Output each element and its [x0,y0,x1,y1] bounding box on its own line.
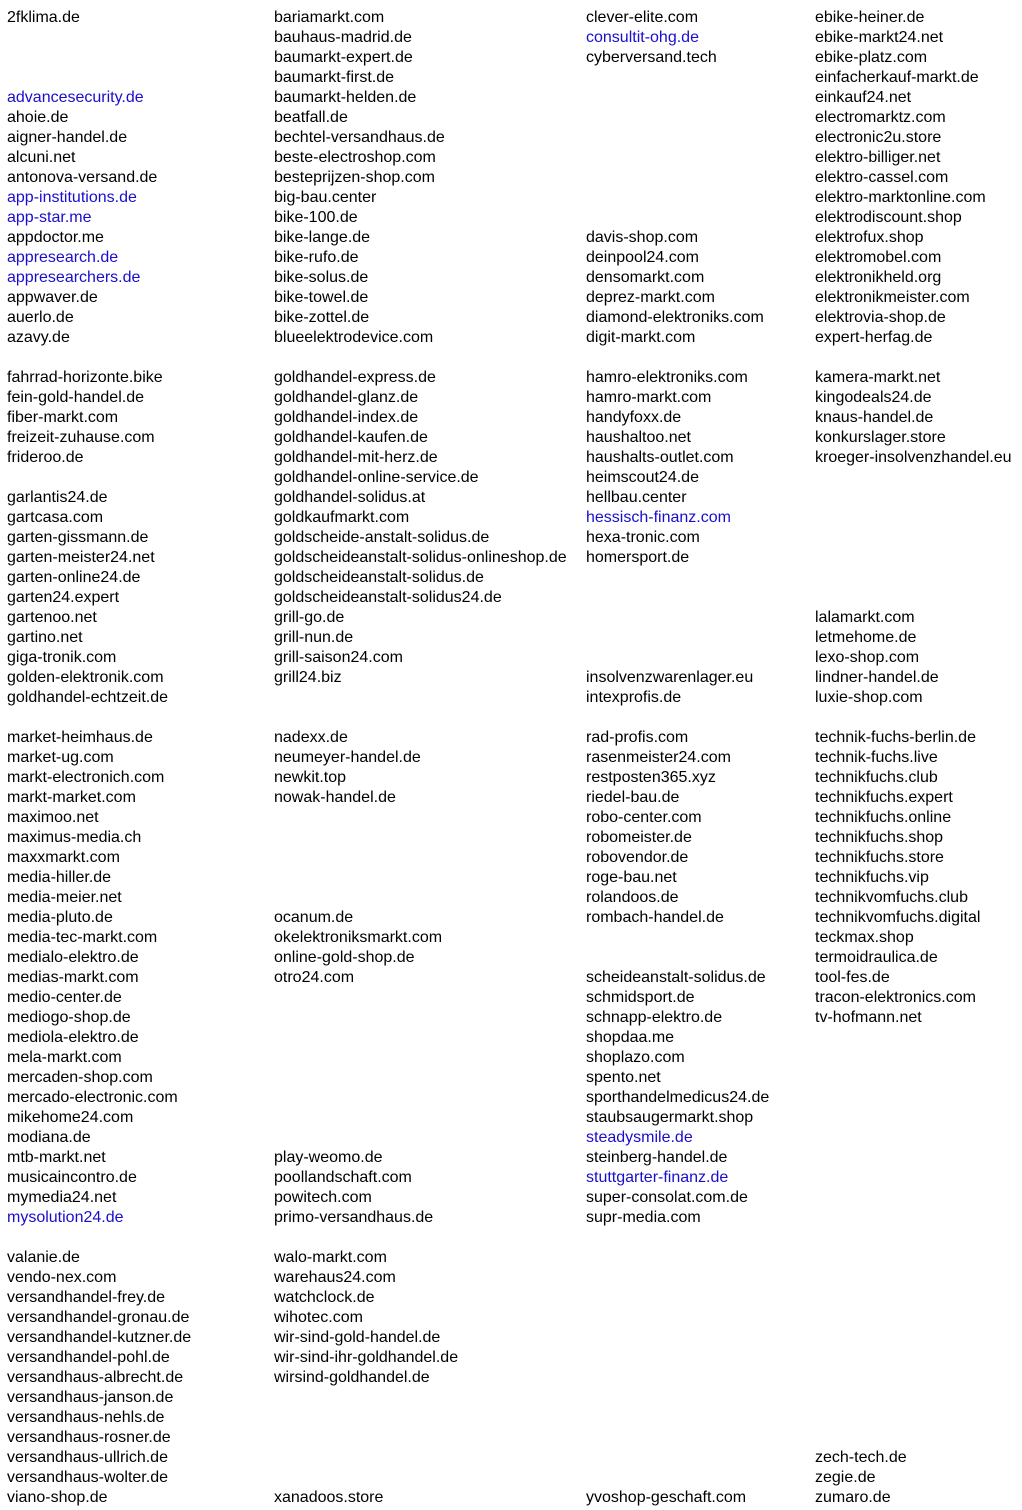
domain-entry: gartino.net [7,629,83,646]
domain-entry: medias-markt.com [7,969,139,986]
domain-entry: bechtel-versandhaus.de [274,129,445,146]
domain-entry: cyberversand.tech [586,49,717,66]
domain-entry: otro24.com [274,969,355,986]
domain-entry: powitech.com [274,1189,372,1206]
domain-entry: technikfuchs.online [815,809,952,826]
domain-entry: bike-towel.de [274,289,369,306]
domain-entry: mtb-markt.net [7,1149,106,1166]
domain-entry: xanadoos.store [274,1489,384,1506]
domain-entry: goldhandel-echtzeit.de [7,689,169,706]
domain-entry: ebike-markt24.net [815,29,944,46]
domain-entry: technik-fuchs-berlin.de [815,729,976,746]
domain-entry: play-weomo.de [274,1149,383,1166]
domain-entry: elektronikmeister.com [815,289,970,306]
domain-entry: versandhaus-albrecht.de [7,1369,184,1386]
domain-entry: staubsaugermarkt.shop [586,1109,754,1126]
domain-entry: mediola-elektro.de [7,1029,139,1046]
domain-entry: bauhaus-madrid.de [274,29,412,46]
domain-entry: roge-bau.net [586,869,677,886]
domain-entry: hellbau.center [586,489,687,506]
domain-entry: lexo-shop.com [815,649,920,666]
domain-entry: einkauf24.net [815,89,912,106]
domain-entry: fiber-markt.com [7,409,119,426]
domain-entry: nadexx.de [274,729,348,746]
domain-entry: goldkaufmarkt.com [274,509,410,526]
domain-entry: knaus-handel.de [815,409,934,426]
domain-entry: garten-online24.de [7,569,141,586]
domain-entry: shopdaa.me [586,1029,675,1046]
domain-entry: online-gold-shop.de [274,949,415,966]
domain-entry: elektro-marktonline.com [815,189,986,206]
domain-entry: tracon-elektronics.com [815,989,976,1006]
domain-entry: rad-profis.com [586,729,689,746]
domain-entry: insolvenzwarenlager.eu [586,669,754,686]
domain-entry: newkit.top [274,769,347,786]
domain-entry: bike-lange.de [274,229,371,246]
domain-link[interactable]: app-star.me [7,209,92,226]
domain-entry: goldscheide-anstalt-solidus.de [274,529,490,546]
domain-entry: kroeger-insolvenzhandel.eu [815,449,1012,466]
domain-entry: digit-markt.com [586,329,696,346]
domain-entry: nowak-handel.de [274,789,396,806]
domain-entry: aigner-handel.de [7,129,128,146]
domain-entry: elektro-billiger.net [815,149,941,166]
domain-entry: ocanum.de [274,909,354,926]
domain-entry: market-ug.com [7,749,114,766]
domain-entry: riedel-bau.de [586,789,680,806]
domain-entry: zech-tech.de [815,1449,907,1466]
domain-entry: goldscheideanstalt-solidus24.de [274,589,502,606]
domain-entry: deprez-markt.com [586,289,715,306]
domain-entry: bike-rufo.de [274,249,359,266]
domain-entry: versandhaus-wolter.de [7,1469,168,1486]
domain-entry: supr-media.com [586,1209,701,1226]
domain-entry: schnapp-elektro.de [586,1009,723,1026]
domain-entry: elektrovia-shop.de [815,309,946,326]
domain-entry: diamond-elektroniks.com [586,309,764,326]
domain-entry: appdoctor.me [7,229,104,246]
domain-entry: hamro-elektroniks.com [586,369,748,386]
domain-entry: super-consolat.com.de [586,1189,748,1206]
domain-entry: konkurslager.store [815,429,946,446]
domain-entry: media-meier.net [7,889,122,906]
domain-entry: mikehome24.com [7,1109,134,1126]
domain-link[interactable]: advancesecurity.de [7,89,144,106]
domain-entry: ahoie.de [7,109,69,126]
domain-entry: besteprijzen-shop.com [274,169,435,186]
domain-entry: technikfuchs.club [815,769,938,786]
domain-entry: rombach-handel.de [586,909,724,926]
domain-entry: grill-go.de [274,609,345,626]
domain-entry: mymedia24.net [7,1189,117,1206]
domain-entry: watchclock.de [274,1289,375,1306]
domain-entry: versandhandel-kutzner.de [7,1329,192,1346]
domain-entry: technikvomfuchs.club [815,889,968,906]
domain-entry: ebike-platz.com [815,49,928,66]
domain-entry: robo-center.com [586,809,702,826]
domain-entry: robovendor.de [586,849,689,866]
domain-entry: haushalts-outlet.com [586,449,734,466]
domain-entry: restposten365.xyz [586,769,716,786]
domain-entry: garten-gissmann.de [7,529,149,546]
domain-entry: elektrodiscount.shop [815,209,962,226]
domain-entry: 2fklima.de [7,9,80,26]
domain-entry: alcuni.net [7,149,76,166]
domain-entry: goldhandel-online-service.de [274,469,479,486]
domain-entry: walo-markt.com [274,1249,387,1266]
domain-entry: media-pluto.de [7,909,113,926]
domain-entry: bike-solus.de [274,269,369,286]
domain-entry: freizeit-zuhause.com [7,429,155,446]
domain-entry: elektronikheld.org [815,269,942,286]
domain-entry: einfacherkauf-markt.de [815,69,979,86]
domain-entry: grill24.biz [274,669,342,686]
domain-entry: versandhandel-gronau.de [7,1309,190,1326]
domain-entry: zumaro.de [815,1489,891,1506]
domain-entry: technikfuchs.store [815,849,944,866]
domain-entry: tool-fes.de [815,969,890,986]
domain-entry: big-bau.center [274,189,377,206]
domain-entry: letmehome.de [815,629,917,646]
domain-entry: musicaincontro.de [7,1169,137,1186]
domain-entry: tv-hofmann.net [815,1009,922,1026]
domain-block [0,1248,1022,1508]
domain-entry: wirsind-goldhandel.de [274,1369,430,1386]
domain-entry: poollandschaft.com [274,1169,412,1186]
domain-entry: technikfuchs.vip [815,869,929,886]
domain-entry: technikvomfuchs.digital [815,909,981,926]
domain-entry: goldhandel-mit-herz.de [274,449,438,466]
domain-entry: media-hiller.de [7,869,112,886]
domain-entry: markt-market.com [7,789,136,806]
domain-entry: shoplazo.com [586,1049,685,1066]
domain-entry: markt-electronich.com [7,769,165,786]
domain-entry: davis-shop.com [586,229,699,246]
domain-entry: grill-saison24.com [274,649,403,666]
domain-entry: vendo-nex.com [7,1269,117,1286]
domain-entry: elektrofux.shop [815,229,924,246]
domain-entry: teckmax.shop [815,929,914,946]
domain-entry: azavy.de [7,329,70,346]
domain-entry: antonova-versand.de [7,169,158,186]
domain-entry: auerlo.de [7,309,74,326]
domain-entry: garten24.expert [7,589,120,606]
domain-entry: bike-100.de [274,209,358,226]
domain-entry: primo-versandhaus.de [274,1209,434,1226]
domain-entry: lindner-handel.de [815,669,939,686]
domain-entry: frideroo.de [7,449,84,466]
domain-entry: okelektroniksmarkt.com [274,929,443,946]
domain-entry: goldhandel-index.de [274,409,419,426]
domain-entry: elektromobel.com [815,249,942,266]
domain-entry: ebike-heiner.de [815,9,925,26]
domain-entry: baumarkt-first.de [274,69,395,86]
domain-entry: wihotec.com [274,1309,363,1326]
domain-entry: goldhandel-solidus.at [274,489,426,506]
domain-entry: intexprofis.de [586,689,682,706]
domain-entry: kamera-markt.net [815,369,941,386]
domain-entry: beste-electroshop.com [274,149,436,166]
domain-link[interactable]: steadysmile.de [586,1129,693,1146]
domain-entry: zegie.de [815,1469,876,1486]
domain-entry: lalamarkt.com [815,609,915,626]
domain-block [0,728,1022,1228]
domain-entry: warehaus24.com [274,1269,396,1286]
domain-entry: electromarktz.com [815,109,946,126]
domain-entry: versandhaus-rosner.de [7,1429,171,1446]
domain-entry: medio-center.de [7,989,122,1006]
domain-entry: versandhandel-frey.de [7,1289,166,1306]
domain-entry: fein-gold-handel.de [7,389,144,406]
domain-entry: homersport.de [586,549,690,566]
domain-link[interactable]: hessisch-finanz.com [586,509,731,526]
domain-entry: garlantis24.de [7,489,108,506]
domain-entry: appwaver.de [7,289,98,306]
domain-entry: versandhaus-nehls.de [7,1409,165,1426]
domain-entry: expert-herfag.de [815,329,933,346]
domain-entry: handyfoxx.de [586,409,682,426]
domain-entry: mediogo-shop.de [7,1009,131,1026]
domain-entry: grill-nun.de [274,629,354,646]
domain-entry: rasenmeister24.com [586,749,731,766]
domain-entry: wir-sind-ihr-goldhandel.de [274,1349,459,1366]
domain-entry: modiana.de [7,1129,91,1146]
domain-entry: golden-elektronik.com [7,669,164,686]
domain-entry: goldhandel-express.de [274,369,436,386]
domain-entry: electronic2u.store [815,129,942,146]
domain-entry: elektro-cassel.com [815,169,949,186]
domain-entry: termoidraulica.de [815,949,938,966]
domain-entry: garten-meister24.net [7,549,155,566]
domain-entry: technikfuchs.shop [815,829,944,846]
domain-entry: technikfuchs.expert [815,789,953,806]
domain-link[interactable]: mysolution24.de [7,1209,124,1226]
domain-entry: gartcasa.com [7,509,104,526]
domain-link[interactable]: appresearchers.de [7,269,141,286]
domain-link[interactable]: stuttgarter-finanz.de [586,1169,729,1186]
domain-entry: valanie.de [7,1249,80,1266]
domain-entry: beatfall.de [274,109,348,126]
domain-entry: hamro-markt.com [586,389,712,406]
domain-entry: media-tec-markt.com [7,929,158,946]
domain-entry: scheideanstalt-solidus.de [586,969,766,986]
domain-block [0,8,1022,348]
domain-link[interactable]: consultit-ohg.de [586,29,699,46]
domain-entry: versandhaus-ullrich.de [7,1449,168,1466]
domain-entry: yvoshop-geschaft.com [586,1489,747,1506]
domain-entry: versandhandel-pohl.de [7,1349,170,1366]
domain-entry: bariamarkt.com [274,9,385,26]
domain-entry: clever-elite.com [586,9,699,26]
domain-entry: deinpool24.com [586,249,699,266]
domain-entry: maxxmarkt.com [7,849,120,866]
domain-entry: robomeister.de [586,829,692,846]
domain-entry: haushaltoo.net [586,429,691,446]
domain-entry: wir-sind-gold-handel.de [274,1329,441,1346]
domain-entry: schmidsport.de [586,989,695,1006]
domain-entry: mercado-electronic.com [7,1089,178,1106]
domain-entry: gartenoo.net [7,609,97,626]
domain-entry: goldscheideanstalt-solidus.de [274,569,484,586]
domain-entry: mercaden-shop.com [7,1069,153,1086]
domain-entry: neumeyer-handel.de [274,749,421,766]
domain-entry: densomarkt.com [586,269,705,286]
domain-entry: versandhaus-janson.de [7,1389,174,1406]
domain-entry: blueelektrodevice.com [274,329,434,346]
domain-entry: medialo-elektro.de [7,949,139,966]
domain-entry: rolandoos.de [586,889,679,906]
domain-entry: bike-zottel.de [274,309,370,326]
domain-entry: steinberg-handel.de [586,1149,728,1166]
domain-entry: luxie-shop.com [815,689,923,706]
domain-entry: kingodeals24.de [815,389,932,406]
domain-link[interactable]: app-institutions.de [7,189,137,206]
domain-entry: technik-fuchs.live [815,749,938,766]
domain-entry: heimscout24.de [586,469,699,486]
domain-entry: baumarkt-helden.de [274,89,417,106]
domain-entry: goldscheideanstalt-solidus-onlineshop.de [274,549,567,566]
domain-link[interactable]: appresearch.de [7,249,119,266]
domain-entry: market-heimhaus.de [7,729,153,746]
domain-entry: spento.net [586,1069,661,1086]
domain-entry: maximoo.net [7,809,99,826]
domain-entry: goldhandel-glanz.de [274,389,419,406]
domain-entry: goldhandel-kaufen.de [274,429,428,446]
domain-entry: mela-markt.com [7,1049,122,1066]
domain-entry: giga-tronik.com [7,649,117,666]
domain-entry: sporthandelmedicus24.de [586,1089,770,1106]
domain-entry: maximus-media.ch [7,829,142,846]
domain-block [0,368,1022,708]
domain-entry: hexa-tronic.com [586,529,700,546]
domain-entry: baumarkt-expert.de [274,49,413,66]
domain-entry: viano-shop.de [7,1489,108,1506]
domain-entry: fahrrad-horizonte.bike [7,369,163,386]
